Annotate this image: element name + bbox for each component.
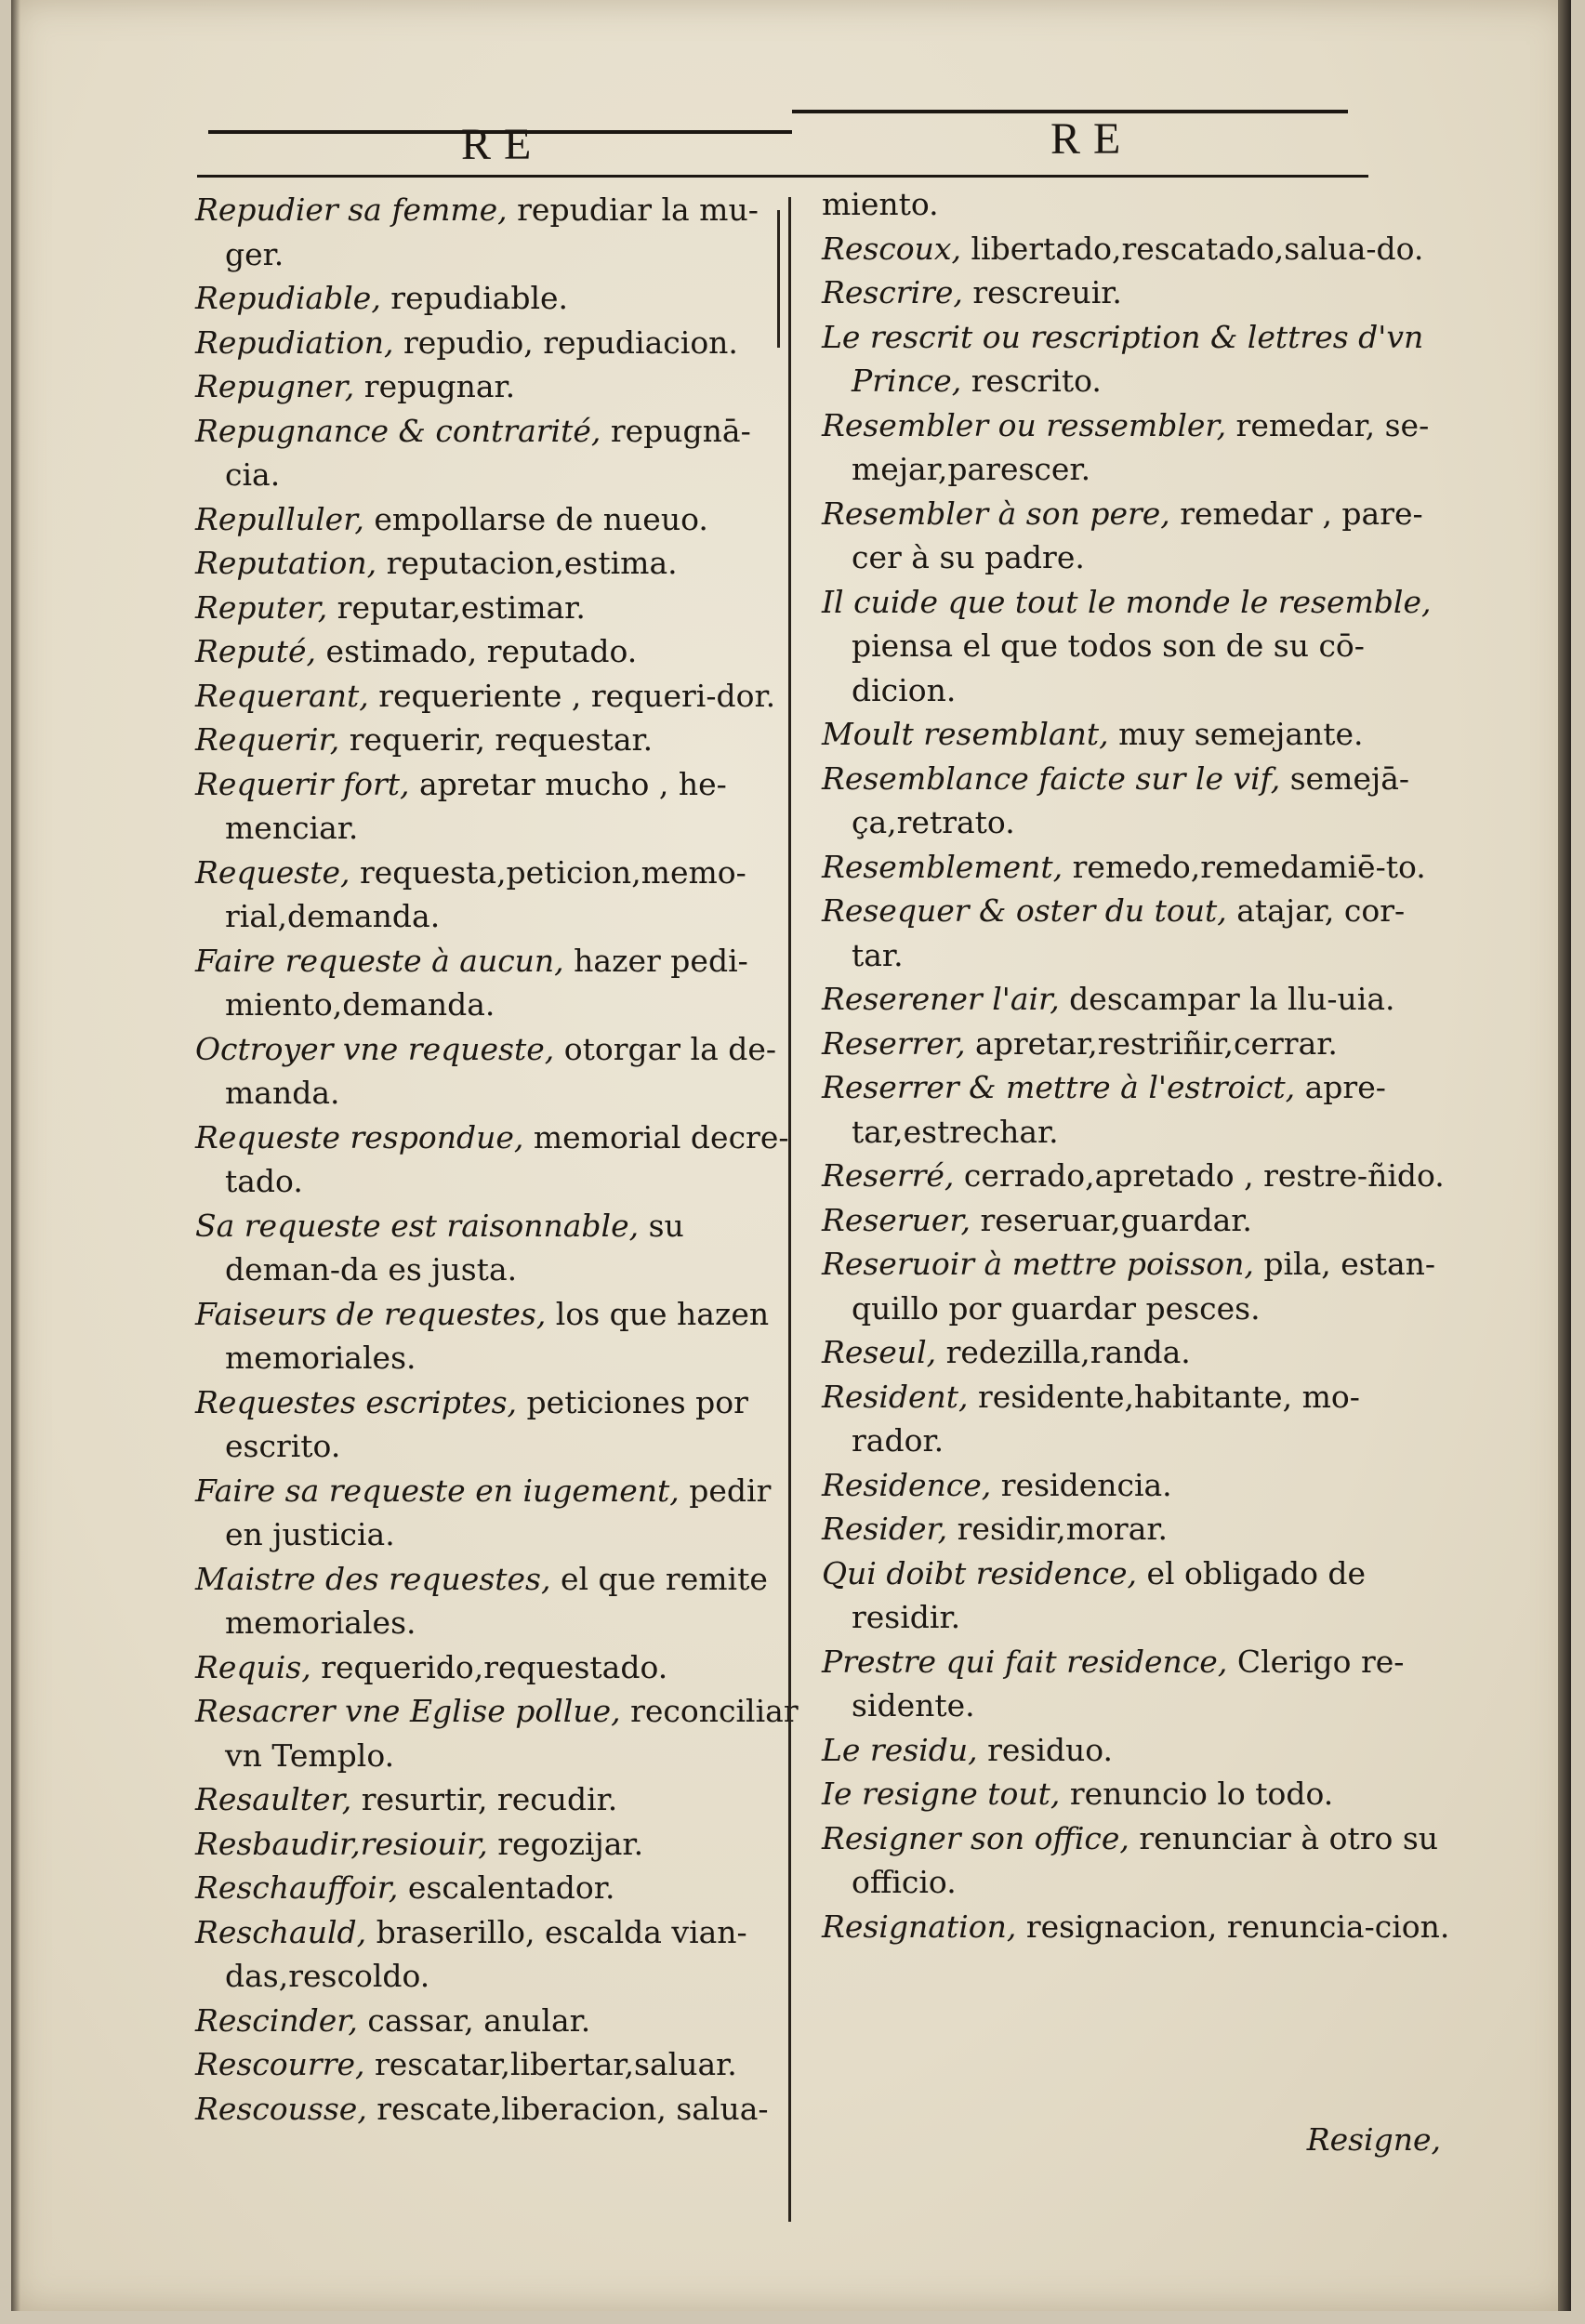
dictionary-entry bbox=[822, 977, 1450, 1022]
entry-headword: Resident, bbox=[822, 1378, 969, 1415]
entry-gloss: redezilla,randa. bbox=[936, 1334, 1191, 1370]
dictionary-entry bbox=[195, 364, 799, 409]
entry-gloss: libertado,rescatado,salua-do. bbox=[961, 230, 1424, 267]
entry-headword: Resembler ou ressembler, bbox=[822, 406, 1227, 443]
entry-headword: Reserré, bbox=[822, 1157, 955, 1194]
dictionary-entry bbox=[822, 1507, 1450, 1552]
dictionary-entry bbox=[822, 1816, 1450, 1905]
dictionary-entry bbox=[822, 1154, 1450, 1198]
entry-gloss: braserillo, escalda vian-das,rescoldo. bbox=[225, 1913, 747, 1994]
entry-headword: Residence, bbox=[822, 1466, 992, 1503]
entry-gloss: requeriente , requeri-dor. bbox=[368, 677, 776, 714]
entry-headword: Moult resemblant, bbox=[822, 716, 1109, 752]
entry-headword: Reserrer, bbox=[822, 1024, 966, 1062]
entry-gloss: el obligado de residir. bbox=[852, 1554, 1367, 1635]
dictionary-entry bbox=[822, 1463, 1450, 1508]
entry-gloss: resurtir, recudir. bbox=[351, 1781, 618, 1817]
entry-gloss: residuo. bbox=[977, 1731, 1114, 1768]
entry-gloss: requesta,peticion,memo-rial,demanda. bbox=[225, 853, 746, 934]
dictionary-entry bbox=[822, 712, 1450, 757]
dictionary-entry bbox=[822, 403, 1450, 492]
column-divider-tick bbox=[777, 210, 780, 348]
dictionary-entry bbox=[195, 1689, 799, 1777]
dictionary-entry bbox=[822, 1330, 1450, 1375]
entry-gloss: remedar, se-mejar,parescer. bbox=[852, 406, 1430, 487]
entry-gloss: repugnar. bbox=[354, 368, 516, 404]
dictionary-entry bbox=[195, 276, 799, 321]
entry-headword: Repudiable, bbox=[195, 280, 381, 316]
entry-headword: Le rescrit ou rescription & lettres d'vn Prince, bbox=[822, 318, 1424, 399]
entry-headword: Resider, bbox=[822, 1511, 948, 1547]
entry-gloss: atajar, cor-tar. bbox=[852, 892, 1406, 973]
dictionary-entry bbox=[195, 497, 799, 542]
entry-headword: Repudier sa femme, bbox=[195, 191, 508, 228]
dictionary-entry bbox=[195, 2087, 799, 2132]
dictionary-entry bbox=[195, 1999, 799, 2043]
dictionary-entry bbox=[822, 1198, 1450, 1243]
dictionary-entry bbox=[822, 1552, 1450, 1640]
entry-headword: Resemblement, bbox=[822, 848, 1063, 885]
dictionary-entry bbox=[195, 939, 799, 1027]
entry-headword: Requerir fort, bbox=[195, 765, 410, 802]
dictionary-entry bbox=[195, 762, 799, 851]
dictionary-entry bbox=[195, 1557, 799, 1645]
entry-gloss: reseruar,guardar. bbox=[971, 1201, 1252, 1238]
running-head-right: RE bbox=[1050, 114, 1134, 164]
dictionary-entry bbox=[822, 227, 1450, 271]
dictionary-entry bbox=[195, 2042, 799, 2087]
entry-headword: Rescinder, bbox=[195, 2001, 358, 2039]
dictionary-entry bbox=[822, 315, 1450, 403]
entry-gloss: apre-tar,estrechar. bbox=[852, 1069, 1386, 1150]
dictionary-page bbox=[11, 0, 1571, 2311]
catchword: Resigne, bbox=[1306, 2121, 1441, 2158]
entry-headword: Resequer & oster du tout, bbox=[822, 892, 1227, 929]
left-column bbox=[195, 188, 799, 2131]
dictionary-entry bbox=[822, 492, 1450, 580]
entry-headword: Resaulter, bbox=[195, 1781, 352, 1817]
dictionary-entry bbox=[195, 541, 799, 586]
dictionary-entry bbox=[195, 1380, 799, 1469]
dictionary-entry bbox=[195, 1292, 799, 1380]
dictionary-entry bbox=[195, 1116, 799, 1204]
dictionary-entry bbox=[822, 1905, 1450, 1949]
dictionary-entry bbox=[822, 1065, 1450, 1154]
entry-headword: Le residu, bbox=[822, 1731, 978, 1768]
entry-gloss: reputacion,estima. bbox=[376, 545, 678, 581]
entry-gloss: miento. bbox=[822, 186, 939, 222]
entry-headword: Reseul, bbox=[822, 1334, 937, 1370]
entry-gloss: los que hazen memoriales. bbox=[225, 1295, 770, 1376]
entry-gloss: regozijar. bbox=[487, 1825, 644, 1862]
entry-gloss: memorial decre-tado. bbox=[225, 1118, 789, 1199]
entry-headword: Requeste respondue, bbox=[195, 1118, 524, 1155]
dictionary-entry bbox=[195, 851, 799, 939]
entry-gloss: hazer pedi-miento,demanda. bbox=[225, 942, 748, 1023]
entry-headword: Rescousse, bbox=[195, 2090, 367, 2127]
page-left-shadow bbox=[11, 0, 20, 2311]
entry-gloss: repudiable. bbox=[380, 280, 569, 316]
entry-headword: Requeste, bbox=[195, 853, 350, 891]
entry-headword: Reschauld, bbox=[195, 1913, 367, 1950]
entry-gloss: rescate,liberacion, salua- bbox=[366, 2090, 769, 2127]
entry-gloss: rescreuir. bbox=[962, 274, 1122, 310]
entry-headword: Rescrire, bbox=[822, 274, 963, 310]
entry-headword: Reserrer & mettre à l'estroict, bbox=[822, 1069, 1296, 1105]
dictionary-entry bbox=[195, 1777, 799, 1822]
entry-headword: Rescourre, bbox=[195, 2046, 365, 2082]
dictionary-entry bbox=[822, 1772, 1450, 1816]
entry-gloss: repudiar la mu-ger. bbox=[225, 191, 759, 272]
dictionary-entry bbox=[195, 629, 799, 674]
dictionary-entry bbox=[822, 1022, 1450, 1066]
right-column bbox=[822, 182, 1450, 1948]
entry-gloss: renuncio lo todo. bbox=[1060, 1776, 1334, 1812]
entry-gloss: remedo,remedamiē-to. bbox=[1063, 848, 1426, 885]
entry-gloss: descampar la llu-uia. bbox=[1059, 981, 1395, 1017]
entry-headword: Resacrer vne Eglise pollue, bbox=[195, 1693, 621, 1729]
entry-headword: Reputer, bbox=[195, 588, 328, 626]
dictionary-entry bbox=[822, 1375, 1450, 1463]
entry-headword: Faire requeste à aucun, bbox=[195, 942, 564, 979]
dictionary-entry bbox=[195, 1027, 799, 1116]
dictionary-entry bbox=[822, 1728, 1450, 1773]
entry-gloss: otorgar la de-manda. bbox=[225, 1030, 777, 1111]
entry-headword: Reputé, bbox=[195, 633, 317, 669]
dictionary-entry bbox=[822, 889, 1450, 977]
entry-gloss: el que remite memoriales. bbox=[225, 1560, 768, 1641]
dictionary-entry bbox=[195, 674, 799, 719]
entry-headword: Reputation, bbox=[195, 545, 377, 581]
entry-gloss: apretar,restriñir,cerrar. bbox=[965, 1024, 1338, 1062]
entry-gloss: cassar, anular. bbox=[357, 2001, 591, 2039]
entry-gloss: apretar mucho , he-menciar. bbox=[225, 765, 727, 846]
page-gutter-shadow bbox=[1558, 0, 1571, 2311]
entry-headword: Rescoux, bbox=[822, 230, 962, 267]
dictionary-entry bbox=[822, 271, 1450, 315]
entry-gloss: rescatar,libertar,saluar. bbox=[364, 2046, 737, 2082]
header-rule-lower bbox=[197, 175, 1368, 178]
entry-gloss: repudio, repudiacion. bbox=[393, 324, 738, 361]
entry-gloss: residente,habitante, mo-rador. bbox=[852, 1378, 1360, 1459]
entry-headword: Maistre des requestes, bbox=[195, 1560, 551, 1597]
entry-gloss: remedar , pare-cer à su padre. bbox=[852, 495, 1423, 575]
entry-gloss: residencia. bbox=[991, 1466, 1172, 1503]
entry-gloss: semejā-ça,retrato. bbox=[852, 759, 1410, 840]
entry-gloss: pedir en justicia. bbox=[225, 1472, 772, 1552]
dictionary-entry bbox=[195, 1204, 799, 1292]
entry-gloss: cerrado,apretado , restre-ñido. bbox=[954, 1157, 1445, 1194]
entry-headword: Sa requeste est raisonnable, bbox=[195, 1207, 640, 1244]
dictionary-entry bbox=[195, 718, 799, 762]
dictionary-entry bbox=[822, 1640, 1450, 1728]
entry-headword: Prestre qui fait residence, bbox=[822, 1643, 1228, 1680]
dictionary-entry bbox=[195, 409, 799, 497]
entry-gloss: rescrito. bbox=[961, 363, 1102, 399]
entry-gloss: renunciar à otro su officio. bbox=[852, 1819, 1439, 1900]
entry-gloss: peticiones por escrito. bbox=[225, 1383, 748, 1464]
entry-headword: Repudiation, bbox=[195, 324, 394, 361]
entry-headword: Reseruoir à mettre poisson, bbox=[822, 1246, 1254, 1282]
entry-gloss: requerido,requestado. bbox=[310, 1648, 668, 1685]
entry-headword: Repugnance & contrarité, bbox=[195, 412, 601, 449]
entry-headword: Resignation, bbox=[822, 1908, 1017, 1945]
entry-gloss: resignacion, renuncia-cion. bbox=[1016, 1908, 1450, 1945]
entry-gloss: requerir, requestar. bbox=[339, 721, 654, 758]
dictionary-entry bbox=[195, 1645, 799, 1690]
dictionary-entry bbox=[195, 1910, 799, 1999]
entry-headword: Resemblance faicte sur le vif, bbox=[822, 759, 1281, 797]
entry-gloss: reputar,estimar. bbox=[327, 588, 586, 626]
dictionary-entry bbox=[195, 1822, 799, 1867]
entry-headword: Il cuide que tout le monde le resemble, bbox=[822, 583, 1432, 620]
entry-headword: Qui doibt residence, bbox=[822, 1554, 1137, 1591]
entry-gloss: estimado, reputado. bbox=[316, 633, 638, 669]
entry-gloss: escalentador. bbox=[398, 1869, 615, 1906]
entry-headword: Repulluler, bbox=[195, 500, 364, 537]
entry-headword: Reschauffoir, bbox=[195, 1869, 399, 1906]
entry-headword: Requerant, bbox=[195, 677, 369, 714]
dictionary-entry bbox=[195, 1469, 799, 1557]
dictionary-entry bbox=[195, 586, 799, 630]
entry-gloss: empollarse de nueuo. bbox=[363, 500, 708, 537]
entry-gloss: su deman-da es justa. bbox=[225, 1207, 684, 1287]
dictionary-entry bbox=[822, 182, 1450, 227]
entry-headword: Reseruer, bbox=[822, 1201, 971, 1238]
entry-headword: Faire sa requeste en iugement, bbox=[195, 1472, 680, 1509]
entry-gloss: piensa el que todos son de su cō-dicion. bbox=[852, 627, 1365, 708]
entry-headword: Requerir, bbox=[195, 721, 340, 758]
entry-gloss: residir,morar. bbox=[947, 1511, 1169, 1547]
entry-headword: Resbaudir,resiouir, bbox=[195, 1825, 488, 1862]
dictionary-entry bbox=[195, 321, 799, 365]
dictionary-entry bbox=[822, 580, 1450, 713]
entry-gloss: pila, estan-quillo por guardar pesces. bbox=[852, 1246, 1436, 1327]
dictionary-entry bbox=[195, 1866, 799, 1910]
entry-headword: Resembler à son pere, bbox=[822, 495, 1170, 532]
entry-headword: Octroyer vne requeste, bbox=[195, 1030, 555, 1067]
entry-headword: Repugner, bbox=[195, 368, 355, 404]
running-head-left: RE bbox=[461, 120, 545, 169]
entry-headword: Requestes escriptes, bbox=[195, 1383, 518, 1420]
entry-headword: Ie resigne tout, bbox=[822, 1776, 1061, 1812]
dictionary-entry bbox=[195, 188, 799, 276]
dictionary-entry bbox=[822, 1242, 1450, 1330]
entry-gloss: repugnā-cia. bbox=[225, 412, 751, 493]
column-divider bbox=[788, 197, 791, 2222]
entry-headword: Requis, bbox=[195, 1648, 311, 1685]
entry-gloss: reconciliar vn Templo. bbox=[225, 1693, 799, 1774]
entry-headword: Reserener l'air, bbox=[822, 981, 1060, 1017]
entry-gloss: muy semejante. bbox=[1108, 716, 1364, 752]
dictionary-entry bbox=[822, 845, 1450, 890]
entry-gloss: Clerigo re-sidente. bbox=[852, 1643, 1405, 1723]
entry-headword: Faiseurs de requestes, bbox=[195, 1295, 547, 1332]
entry-headword: Resigner son office, bbox=[822, 1819, 1129, 1856]
dictionary-entry bbox=[822, 757, 1450, 845]
